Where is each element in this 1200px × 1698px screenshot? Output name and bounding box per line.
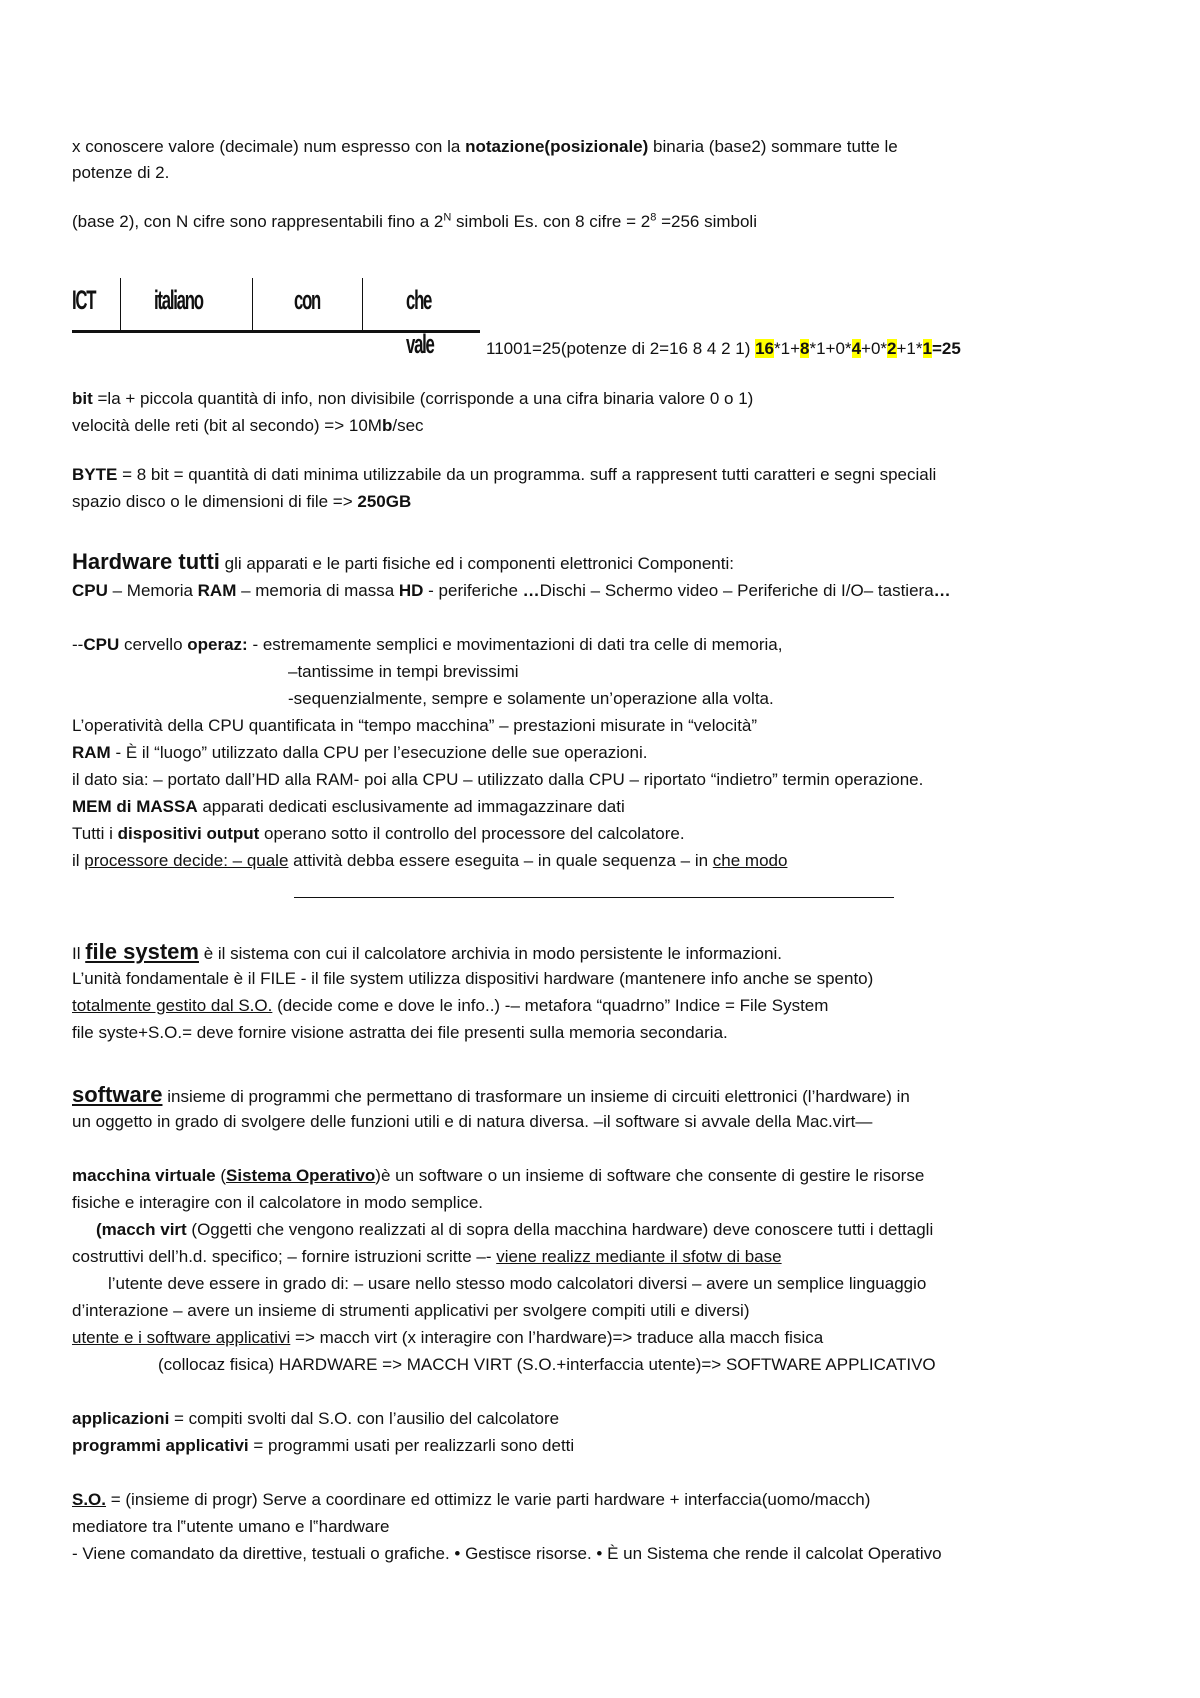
text-line: BYTE = 8 bit = quantità di dati minima utilizzabile da un programma. suff a rappresent tutti caratteri e segni speciali [72, 465, 937, 484]
text-line: L’unità fondamentale è il FILE - il file system utilizza dispositivi hardware (mantenere info anche se spento) [72, 969, 874, 988]
text-line: MEM di MASSA apparati dedicati esclusivamente ad immagazzinare dati [72, 797, 625, 816]
section-heading-software: software insieme di programmi che permettano di trasformare un insieme di circuiti elettronici (l’hardware) in [72, 1082, 910, 1107]
text-line: fisiche e interagire con il calcolatore in modo semplice. [72, 1193, 484, 1212]
table-header-cell: con [294, 285, 321, 315]
text-line: un oggetto in grado di svolgere delle funzioni utili e di natura diversa. –il software si avvale della Mac.virt— [72, 1112, 873, 1131]
table-header-cell: che vale [406, 285, 434, 359]
table-header-cell: ICT [72, 285, 96, 315]
text-line: il processore decide: – quale attività debba essere eseguita – in quale sequenza – in che modo [72, 851, 788, 870]
text-line: (macch virt (Oggetti che vengono realizzati al di sopra della macchina hardware) deve conoscere tutti i dettagli [96, 1220, 934, 1239]
table-divider [252, 278, 253, 330]
text-line: velocità delle reti (bit al secondo) => 10Mb/sec [72, 416, 424, 435]
table-header-cell: italiano [154, 285, 203, 315]
text-line: programmi applicativi = programmi usati per realizzarli sono detti [72, 1436, 575, 1455]
text-line: macchina virtuale (Sistema Operativo)è un software o un insieme di software che consente di gestire le risorse [72, 1166, 925, 1185]
text-line: –tantissime in tempi brevissimi [288, 662, 519, 681]
section-divider [294, 897, 894, 898]
section-heading-file-system: Il file system è il sistema con cui il calcolatore archivia in modo persistente le informazioni. [72, 939, 782, 964]
text-line: (base 2), con N cifre sono rappresentabili fino a $2^N$ simboli Es. con 8 cifre = $2^8 =256$ simboli [72, 211, 757, 231]
section-heading-hardware: Hardware tutti gli apparati e le parti fisiche ed i componenti elettronici Componenti: [72, 549, 734, 574]
table-divider [362, 278, 363, 330]
text-line: S.O. = (insieme di progr) Serve a coordinare ed ottimizz le varie parti hardware + interfaccia(uomo/macch) [72, 1490, 871, 1509]
text-line: file syste+S.O.= deve fornire visione astratta dei file presenti sulla memoria secondaria. [72, 1023, 728, 1042]
text-line: l’utente deve essere in grado di: – usare nello stesso modo calcolatori diversi – avere un semplice linguaggio [108, 1274, 927, 1293]
text-line: - Viene comandato da direttive, testuali o grafiche. • Gestisce risorse. • È un Sistema che rende il calcolat Operativo [72, 1544, 942, 1563]
text-line: --CPU cervello operaz: - estremamente semplici e movimentazioni di dati tra celle di memoria, [72, 635, 783, 654]
text-line: costruttivi dell’h.d. specifico; – fornire istruzioni scritte –- viene realizz mediante il sfotw di base [72, 1247, 782, 1266]
header-table [72, 278, 480, 359]
text-line: mediatore tra l‟utente umano e l‟hardware [72, 1517, 390, 1536]
text-line: x conoscere valore (decimale) num espresso con la notazione(posizionale) binaria (base2) sommare tutte le [72, 137, 898, 156]
text-line: totalmente gestito dal S.O. (decide come e dove le info..) -– metafora “quadrno” Indice = File System [72, 996, 829, 1015]
text-line: Tutti i dispositivi output operano sotto il controllo del processore del calcolatore. [72, 824, 685, 843]
text-line: CPU – Memoria RAM – memoria di massa HD - periferiche …Dischi – Schermo video – Periferiche di I/O– tastiera… [72, 581, 951, 600]
text-line: RAM - È il “luogo” utilizzato dalla CPU per l’esecuzione delle sue operazioni. [72, 743, 648, 762]
text-line: bit =la + piccola quantità di info, non divisibile (corrisponde a una cifra binaria valore 0 o 1) [72, 389, 754, 408]
table-divider [120, 278, 121, 330]
text-line: potenze di 2. [72, 163, 170, 182]
text-line: -sequenzialmente, sempre e solamente un’operazione alla volta. [288, 689, 774, 708]
text-line: spazio disco o le dimensioni di file => 250GB [72, 492, 412, 511]
text-line: L’operatività della CPU quantificata in “tempo macchina” – prestazioni misurate in “velocità” [72, 716, 758, 735]
text-line: applicazioni = compiti svolti dal S.O. con l’ausilio del calcolatore [72, 1409, 560, 1428]
binary-example: 11001=25(potenze di 2=16 8 4 2 1) 16*1+8*1+0*4+0*2+1*1=25 [486, 339, 961, 358]
text-line: d’interazione – avere un insieme di strumenti applicativi per svolgere compiti utili e diversi) [72, 1301, 750, 1320]
text-line: il dato sia: – portato dall’HD alla RAM- poi alla CPU – utilizzato dalla CPU – riportato “indietro” termin operazione. [72, 770, 924, 789]
text-line: (collocaz fisica) HARDWARE => MACCH VIRT (S.O.+interfaccia utente)=> SOFTWARE APPLICATIVO [158, 1355, 936, 1374]
text-line: utente e i software applicativi => macch virt (x interagire con l’hardware)=> traduce alla macch fisica [72, 1328, 824, 1347]
